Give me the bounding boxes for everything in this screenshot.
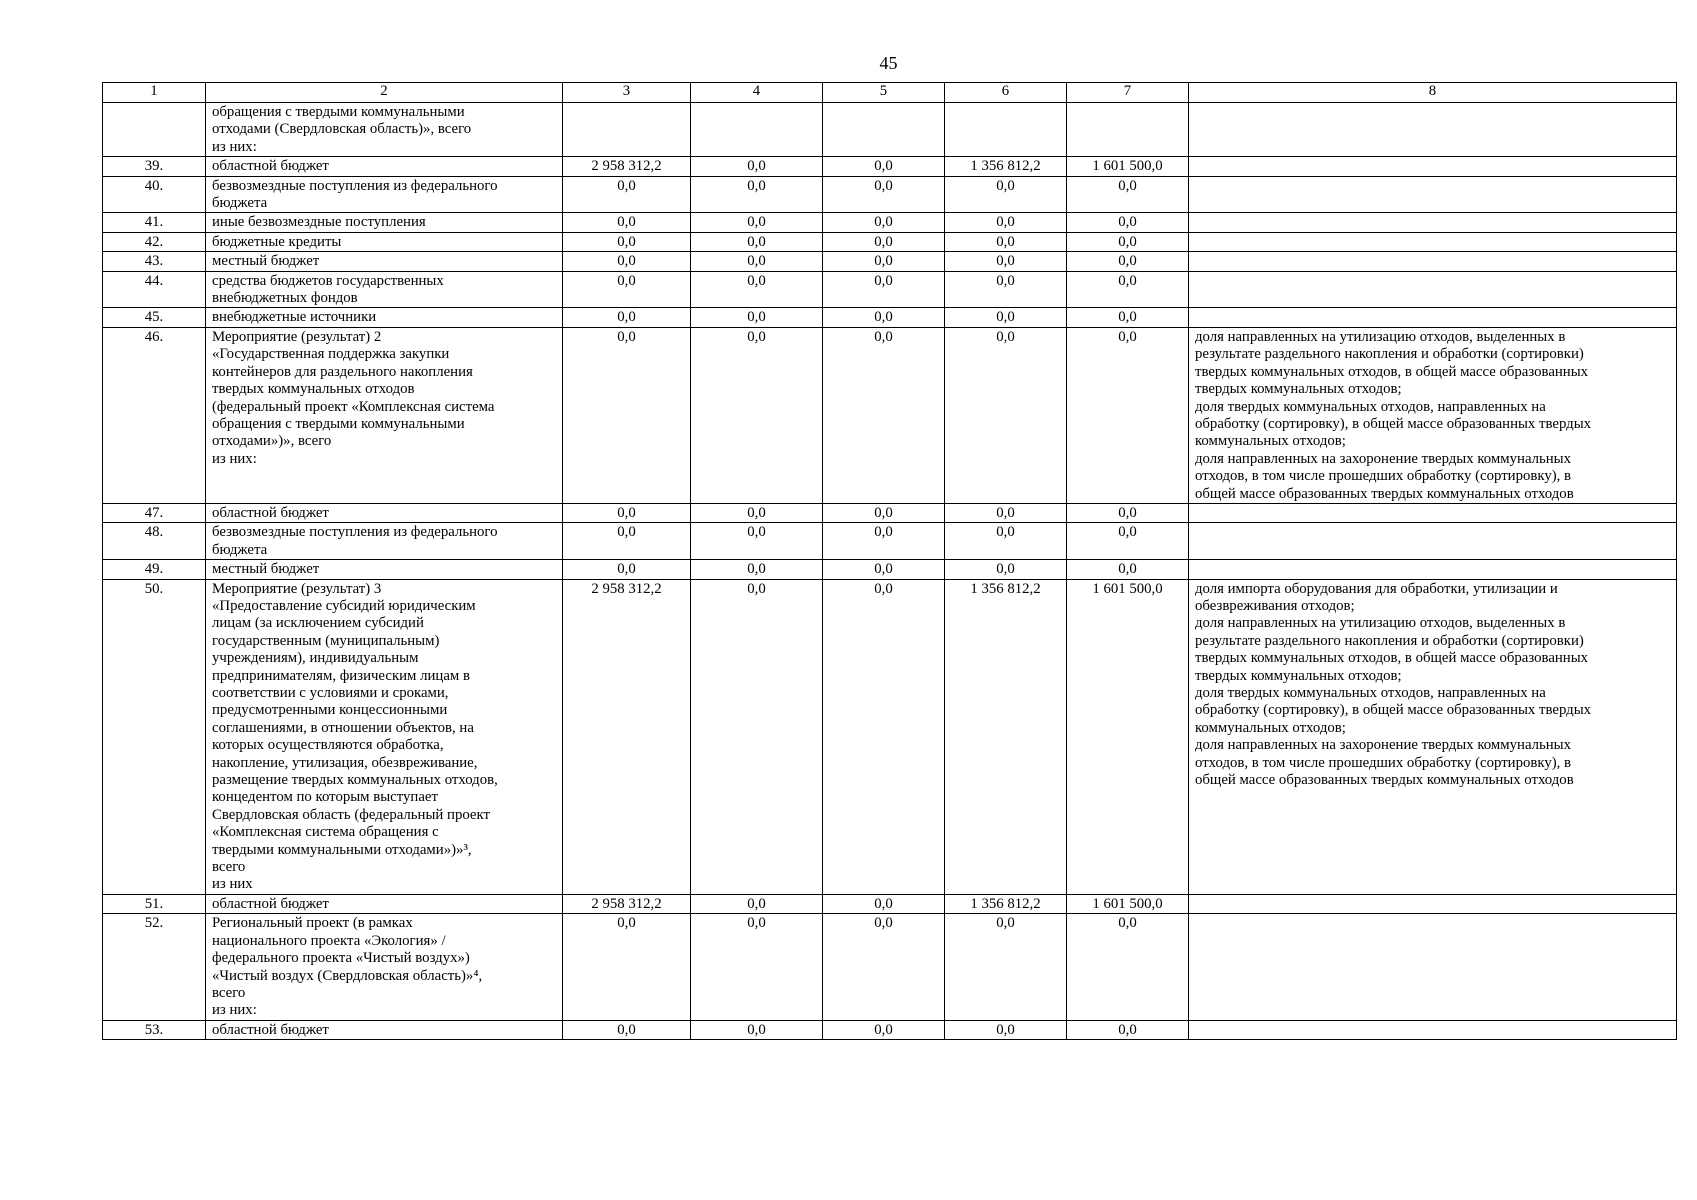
table-row — [103, 914, 1677, 1020]
row-value-col6: 0,0 — [945, 327, 1067, 503]
row-value-col4: 0,0 — [691, 176, 823, 213]
row-number: 45. — [103, 308, 206, 327]
row-value-col3: 0,0 — [563, 523, 691, 560]
row-name: областной бюджет — [206, 894, 563, 913]
row-number: 43. — [103, 252, 206, 271]
row-value-col6: 0,0 — [945, 523, 1067, 560]
row-indicators — [1189, 232, 1677, 251]
row-value-col6: 0,0 — [945, 232, 1067, 251]
table-row — [103, 176, 1677, 213]
row-value-col3: 0,0 — [563, 327, 691, 503]
row-indicators — [1189, 523, 1677, 560]
row-value-col4: 0,0 — [691, 560, 823, 579]
table-row — [103, 503, 1677, 522]
table-row — [103, 894, 1677, 913]
row-number — [103, 103, 206, 157]
table-row — [103, 232, 1677, 251]
row-value-col4: 0,0 — [691, 232, 823, 251]
row-value-col5 — [823, 103, 945, 157]
row-value-col7: 0,0 — [1067, 523, 1189, 560]
row-value-col3: 0,0 — [563, 914, 691, 1020]
row-value-col6: 0,0 — [945, 271, 1067, 308]
row-value-col7: 0,0 — [1067, 252, 1189, 271]
row-value-col7: 0,0 — [1067, 560, 1189, 579]
row-number: 47. — [103, 503, 206, 522]
row-value-col6: 0,0 — [945, 560, 1067, 579]
row-value-col3: 0,0 — [563, 308, 691, 327]
row-value-col5: 0,0 — [823, 1020, 945, 1039]
row-value-col4: 0,0 — [691, 157, 823, 176]
row-value-col4: 0,0 — [691, 523, 823, 560]
row-number: 48. — [103, 523, 206, 560]
row-value-col3 — [563, 103, 691, 157]
row-value-col6: 1 356 812,2 — [945, 894, 1067, 913]
row-name: Региональный проект (в рамках национального проекта «Экология» / федерального проекта «Чистый воздух») «Чистый воздух (Свердловская область)»⁴, всего из них: — [206, 914, 563, 1020]
column-header-5: 5 — [823, 83, 945, 103]
column-header-row — [103, 83, 1677, 103]
row-indicators — [1189, 213, 1677, 232]
row-number: 49. — [103, 560, 206, 579]
table-row — [103, 579, 1677, 894]
row-value-col3: 2 958 312,2 — [563, 157, 691, 176]
row-value-col7: 1 601 500,0 — [1067, 894, 1189, 913]
column-header-8: 8 — [1189, 83, 1677, 103]
row-indicators: доля направленных на утилизацию отходов, выделенных в результате раздельного накопления и обработки (сортировки) твердых коммунальных отходов, в общей массе образованных твердых коммунальных отходов; доля твердых коммунальных отходов, направленных на обработку (сортировку), в общей массе образованных твердых коммунальных отходов; доля направленных на захоронение твердых коммунальных отходов, в том числе прошедших обработку (сортировку), в общей массе образованных твердых коммунальных отходов — [1189, 327, 1677, 503]
row-value-col3: 0,0 — [563, 213, 691, 232]
row-value-col3: 0,0 — [563, 232, 691, 251]
row-value-col4: 0,0 — [691, 503, 823, 522]
row-value-col6: 1 356 812,2 — [945, 579, 1067, 894]
row-value-col7: 0,0 — [1067, 914, 1189, 1020]
row-value-col6 — [945, 103, 1067, 157]
row-indicators — [1189, 560, 1677, 579]
row-name: областной бюджет — [206, 1020, 563, 1039]
row-value-col3: 2 958 312,2 — [563, 579, 691, 894]
table-row — [103, 1020, 1677, 1039]
row-name: местный бюджет — [206, 252, 563, 271]
row-value-col7: 0,0 — [1067, 213, 1189, 232]
row-value-col6: 0,0 — [945, 213, 1067, 232]
row-name: иные безвозмездные поступления — [206, 213, 563, 232]
row-value-col3: 0,0 — [563, 503, 691, 522]
row-value-col3: 2 958 312,2 — [563, 894, 691, 913]
table-row — [103, 252, 1677, 271]
row-number: 42. — [103, 232, 206, 251]
row-value-col7: 1 601 500,0 — [1067, 157, 1189, 176]
row-indicators — [1189, 252, 1677, 271]
column-header-1: 1 — [103, 83, 206, 103]
row-value-col4 — [691, 103, 823, 157]
row-number: 50. — [103, 579, 206, 894]
row-value-col5: 0,0 — [823, 523, 945, 560]
row-value-col5: 0,0 — [823, 213, 945, 232]
row-number: 52. — [103, 914, 206, 1020]
row-value-col7: 0,0 — [1067, 1020, 1189, 1039]
row-name: бюджетные кредиты — [206, 232, 563, 251]
row-indicators — [1189, 308, 1677, 327]
row-value-col7: 0,0 — [1067, 176, 1189, 213]
row-value-col4: 0,0 — [691, 213, 823, 232]
row-value-col3: 0,0 — [563, 1020, 691, 1039]
row-value-col5: 0,0 — [823, 157, 945, 176]
column-header-3: 3 — [563, 83, 691, 103]
row-value-col6: 0,0 — [945, 503, 1067, 522]
table-row — [103, 157, 1677, 176]
table-row — [103, 213, 1677, 232]
column-header-7: 7 — [1067, 83, 1189, 103]
row-indicators — [1189, 176, 1677, 213]
row-value-col3: 0,0 — [563, 252, 691, 271]
row-value-col4: 0,0 — [691, 252, 823, 271]
page-number: 45 — [879, 53, 898, 73]
row-value-col5: 0,0 — [823, 308, 945, 327]
row-name: средства бюджетов государственных внебюджетных фондов — [206, 271, 563, 308]
row-value-col6: 0,0 — [945, 914, 1067, 1020]
row-value-col7: 0,0 — [1067, 308, 1189, 327]
row-value-col3: 0,0 — [563, 176, 691, 213]
row-name: местный бюджет — [206, 560, 563, 579]
row-value-col7: 0,0 — [1067, 232, 1189, 251]
row-number: 51. — [103, 894, 206, 913]
row-indicators — [1189, 157, 1677, 176]
row-value-col5: 0,0 — [823, 894, 945, 913]
row-value-col4: 0,0 — [691, 1020, 823, 1039]
table-row — [103, 327, 1677, 503]
row-value-col5: 0,0 — [823, 560, 945, 579]
row-value-col7: 1 601 500,0 — [1067, 579, 1189, 894]
row-value-col5: 0,0 — [823, 176, 945, 213]
budget-table — [102, 82, 1677, 1040]
row-name: областной бюджет — [206, 503, 563, 522]
row-value-col4: 0,0 — [691, 327, 823, 503]
row-value-col5: 0,0 — [823, 252, 945, 271]
row-value-col5: 0,0 — [823, 579, 945, 894]
row-number: 39. — [103, 157, 206, 176]
row-name: Мероприятие (результат) 2 «Государственная поддержка закупки контейнеров для раздельного накопления твердых коммунальных отходов (федеральный проект «Комплексная система обращения с твердыми коммунальными отходами»)», всего из них: — [206, 327, 563, 503]
table-row — [103, 271, 1677, 308]
row-value-col7: 0,0 — [1067, 327, 1189, 503]
row-value-col6: 0,0 — [945, 252, 1067, 271]
row-value-col4: 0,0 — [691, 579, 823, 894]
row-number: 53. — [103, 1020, 206, 1039]
row-value-col5: 0,0 — [823, 232, 945, 251]
column-header-2: 2 — [206, 83, 563, 103]
row-value-col6: 0,0 — [945, 1020, 1067, 1039]
row-indicators — [1189, 914, 1677, 1020]
row-value-col5: 0,0 — [823, 327, 945, 503]
row-value-col5: 0,0 — [823, 914, 945, 1020]
row-indicators — [1189, 1020, 1677, 1039]
row-name: внебюджетные источники — [206, 308, 563, 327]
row-indicators: доля импорта оборудования для обработки, утилизации и обезвреживания отходов; доля направленных на утилизацию отходов, выделенных в результате раздельного накопления и обработки (сортировки) твердых коммунальных отходов, в общей массе образованных твердых коммунальных отходов; доля твердых коммунальных отходов, направленных на обработку (сортировку), в общей массе образованных твердых коммунальных отходов; доля направленных на захоронение твердых коммунальных отходов, в том числе прошедших обработку (сортировку), в общей массе образованных твердых коммунальных отходов — [1189, 579, 1677, 894]
row-name: областной бюджет — [206, 157, 563, 176]
row-indicators — [1189, 103, 1677, 157]
row-number: 44. — [103, 271, 206, 308]
row-value-col3: 0,0 — [563, 271, 691, 308]
row-value-col4: 0,0 — [691, 894, 823, 913]
row-number: 41. — [103, 213, 206, 232]
row-value-col4: 0,0 — [691, 914, 823, 1020]
table-row — [103, 308, 1677, 327]
row-indicators — [1189, 503, 1677, 522]
row-value-col7: 0,0 — [1067, 503, 1189, 522]
row-value-col4: 0,0 — [691, 308, 823, 327]
row-number: 40. — [103, 176, 206, 213]
row-value-col5: 0,0 — [823, 271, 945, 308]
row-number: 46. — [103, 327, 206, 503]
row-value-col5: 0,0 — [823, 503, 945, 522]
row-name: Мероприятие (результат) 3 «Предоставление субсидий юридическим лицам (за исключением субсидий государственным (муниципальным) учреждениям), индивидуальным предпринимателям, физическим лицам в соответствии с условиями и сроками, предусмотренными концессионными соглашениями, в отношении объектов, на которых осуществляются обработка, накопление, утилизация, обезвреживание, размещение твердых коммунальных отходов, концедентом по которым выступает Свердловская область (федеральный проект «Комплексная система обращения с твердыми коммунальными отходами»)»³, всего из них — [206, 579, 563, 894]
row-value-col4: 0,0 — [691, 271, 823, 308]
row-name: безвозмездные поступления из федерального бюджета — [206, 176, 563, 213]
row-value-col3: 0,0 — [563, 560, 691, 579]
row-value-col6: 0,0 — [945, 176, 1067, 213]
row-indicators — [1189, 271, 1677, 308]
column-header-6: 6 — [945, 83, 1067, 103]
row-value-col7: 0,0 — [1067, 271, 1189, 308]
row-value-col7 — [1067, 103, 1189, 157]
column-header-4: 4 — [691, 83, 823, 103]
row-value-col6: 0,0 — [945, 308, 1067, 327]
table-row — [103, 523, 1677, 560]
row-value-col6: 1 356 812,2 — [945, 157, 1067, 176]
row-indicators — [1189, 894, 1677, 913]
row-name: безвозмездные поступления из федерального бюджета — [206, 523, 563, 560]
table-row — [103, 560, 1677, 579]
table-row — [103, 103, 1677, 157]
row-name: обращения с твердыми коммунальными отходами (Свердловская область)», всего из них: — [206, 103, 563, 157]
